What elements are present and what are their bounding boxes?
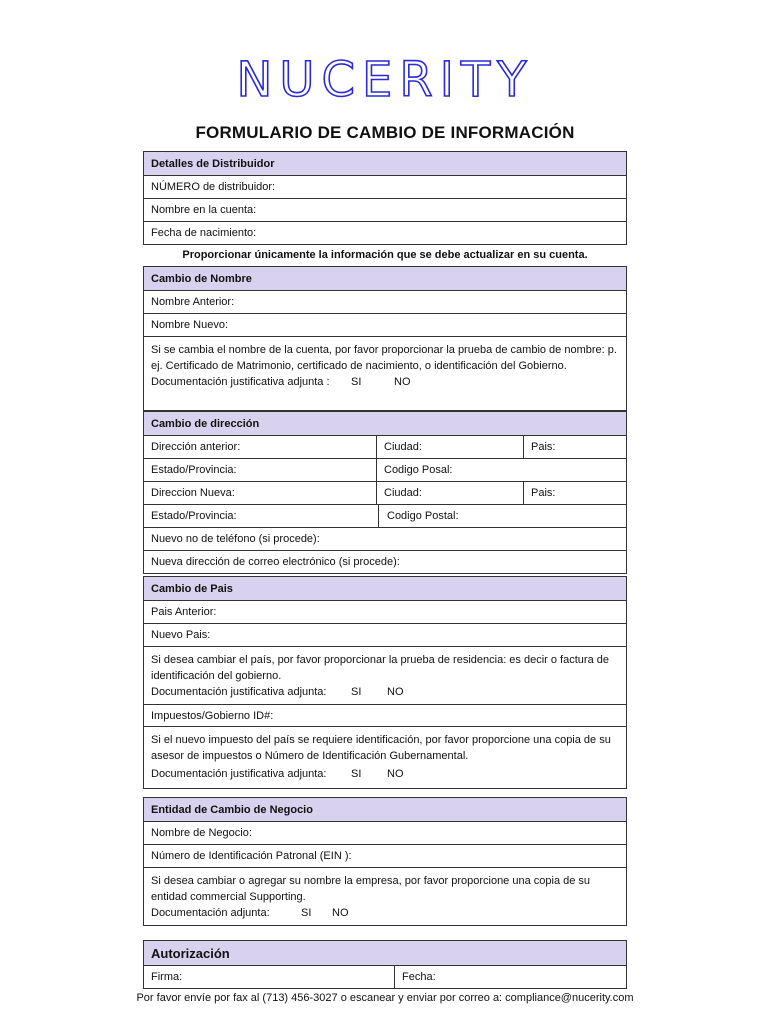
previous-city-label: Ciudad: [384,441,422,453]
business-doc-label: Documentación adjunta: [151,907,270,919]
business-doc-no-option[interactable]: NO [332,907,349,919]
business-instructions: Si desea cambiar o agregar su nombre la empresa, por favor proporcione una copia de su entidad commercial Supporting. [151,875,591,903]
new-state-label: Estado/Provincia: [151,510,237,522]
new-country-name-label: Nuevo Pais: [151,629,211,641]
signature-field[interactable] [144,966,394,988]
country-change-header [144,577,626,600]
previous-zip-label: Codigo Posal: [384,464,453,476]
new-city-label: Ciudad: [384,487,422,499]
account-name-label: Nombre en la cuenta: [151,204,257,216]
tax-id-field[interactable] [144,704,626,726]
name-change-instructions: Si se cambia el nombre de la cuenta, por favor proporcionar la prueba de cambio de nombre: p. ej. Certificado de Matrimonio, certificado de nacimiento, o identificación del Gobierno. [151,344,617,372]
authorization-header [144,941,626,965]
address-change-header-label: Cambio de dirección [151,417,260,430]
distributor-header-label: Detalles de Distribuidor [151,157,275,170]
birth-date-label: Fecha de nacimiento: [151,227,257,239]
new-phone-field[interactable] [144,527,626,550]
country-doc-label: Documentación justificativa adjunta: [151,686,327,698]
new-address-field[interactable] [144,482,376,504]
previous-address-field[interactable] [144,436,376,458]
new-state-field[interactable] [144,505,378,527]
new-city-field[interactable] [376,482,523,504]
new-email-label: Nueva dirección de correo electrónico (si procede): [151,556,400,568]
new-phone-label: Nuevo no de teléfono (si procede): [151,533,320,545]
date-label: Fecha: [402,971,436,983]
tax-doc-no-option[interactable]: NO [387,768,404,780]
country-doc-yes-option[interactable]: SI [351,686,362,698]
new-country-name-field[interactable] [144,623,626,646]
new-address-row [144,481,626,504]
form-title: FORMULARIO DE CAMBIO DE INFORMACIÓN [195,123,575,142]
business-name-field[interactable] [144,821,626,844]
distributor-header [144,152,626,175]
name-doc-label: Documentación justificativa adjunta : [151,376,330,388]
tax-instructions-block [144,726,626,788]
previous-country-field[interactable] [523,436,626,458]
previous-state-label: Estado/Provincia: [151,464,237,476]
country-doc-row [144,684,626,698]
authorization-section [143,940,627,989]
new-address-label: Direccion Nueva: [151,487,235,499]
name-change-section [143,266,627,411]
tax-doc-yes-option[interactable]: SI [351,768,362,780]
new-country-field[interactable] [523,482,626,504]
previous-address-label: Dirección anterior: [151,441,241,453]
country-change-header-label: Cambio de Pais [151,582,233,595]
birth-date-field[interactable] [144,221,626,244]
tax-id-label: Impuestos/Gobierno ID#: [151,709,274,722]
previous-country-name-label: Pais Anterior: [151,606,217,618]
new-name-field[interactable] [144,313,626,336]
country-doc-no-option[interactable]: NO [387,686,404,698]
signature-label: Firma: [151,971,183,983]
distributor-number-field[interactable] [144,175,626,198]
new-zip-label: Codigo Postal: [387,510,459,522]
authorization-row [144,965,626,988]
previous-zip-field[interactable] [376,459,626,481]
name-doc-no-option[interactable]: NO [394,376,411,388]
tax-doc-row [144,764,626,780]
country-change-instructions: Si desea cambiar el país, por favor proporcionar la prueba de residencia: es decir o factura de identificación del gobierno. [151,654,609,682]
name-change-header [144,267,626,290]
previous-state-row [144,458,626,481]
address-change-section [143,411,627,574]
new-country-label: Pais: [531,487,556,499]
business-change-section [143,797,627,926]
nucerity-logo: NUCERITY [236,52,534,108]
previous-city-field[interactable] [376,436,523,458]
distributor-section [143,151,627,245]
tax-doc-label: Documentación justificativa adjunta: [151,768,327,780]
distributor-number-label: NÚMERO de distribuidor: [151,181,276,193]
name-doc-yes-option[interactable]: SI [351,376,362,388]
date-field[interactable] [394,966,626,988]
business-name-label: Nombre de Negocio: [151,827,252,839]
country-change-section [143,576,627,789]
name-change-instructions-block [144,336,626,410]
new-email-field[interactable] [144,550,626,573]
country-change-instructions-block [144,646,626,704]
account-name-field[interactable] [144,198,626,221]
new-zip-field[interactable] [378,505,626,527]
name-doc-row [144,374,626,388]
ein-field[interactable] [144,844,626,867]
previous-name-label: Nombre Anterior: [151,296,235,308]
previous-country-label: Pais: [531,441,556,453]
authorization-header-label: Autorización [151,945,230,961]
business-change-header [144,798,626,821]
ein-label: Número de Identificación Patronal (EIN ): [151,850,352,862]
business-instructions-block [144,867,626,925]
update-notice: Proporcionar únicamente la información que se debe actualizar en su cuenta. [182,249,588,261]
previous-address-row [144,435,626,458]
business-doc-row [144,905,626,919]
tax-instructions: Si el nuevo impuesto del país se requiere identificación, por favor proporcione una copia de su asesor de impuestos o Número de Identificación Gubernamental. [151,734,611,762]
previous-name-field[interactable] [144,290,626,313]
footer-contact: Por favor envíe por fax al (713) 456-3027 o escanear y enviar por correo a: compliance@nucerity.com [136,992,634,1004]
previous-state-field[interactable] [144,459,376,481]
business-change-header-label: Entidad de Cambio de Negocio [151,803,313,816]
new-state-row [144,504,626,527]
name-change-header-label: Cambio de Nombre [151,272,252,285]
address-change-header [144,412,626,435]
business-doc-yes-option[interactable]: SI [301,907,312,919]
new-name-label: Nombre Nuevo: [151,319,229,331]
previous-country-name-field[interactable] [144,600,626,623]
